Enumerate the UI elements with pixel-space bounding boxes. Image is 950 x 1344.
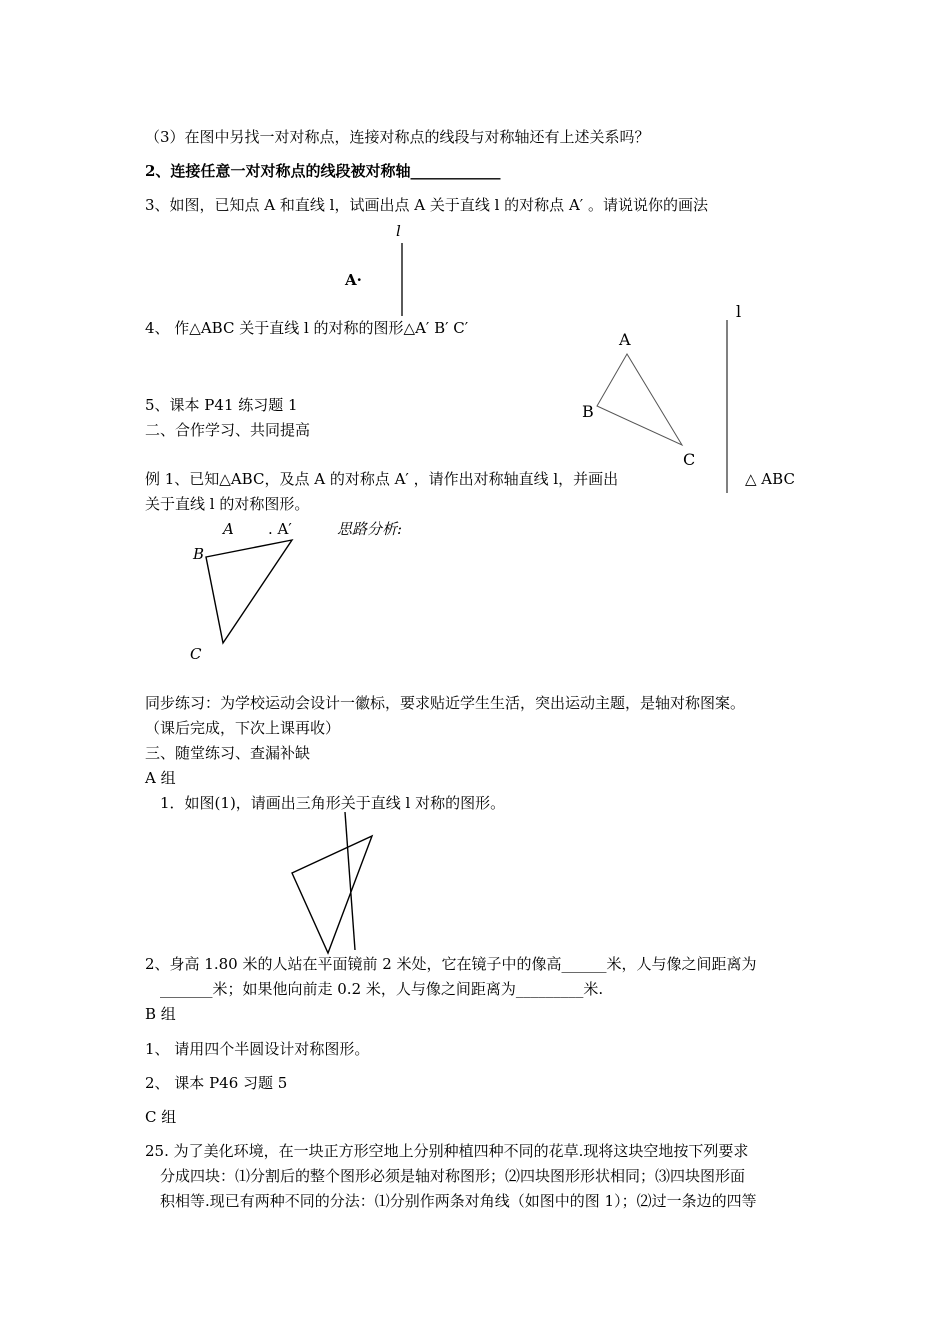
group-c-item-25-line-1: 25. 为了美化环境，在一块正方形空地上分别种植四种不同的花草.现将这块空地按下列要求 <box>145 1142 749 1160</box>
example-1-vertex-c: C <box>190 645 202 663</box>
figure-3-point-a-label: A· <box>345 271 362 289</box>
group-a-item-2-line-2: _______米；如果他向前走 0.2 米，人与像之间距离为_________米. <box>160 980 604 998</box>
figure-4-vertex-b: B <box>582 402 594 421</box>
item-5-textbook: 5、课本 P41 练习题 1 <box>145 396 298 414</box>
group-b-heading: B 组 <box>145 1005 176 1023</box>
example-1-triangle-label: △ ABC <box>745 470 795 488</box>
group-b-item-1: 1、 请用四个半圆设计对称图形。 <box>145 1040 370 1058</box>
example-1-triangle-abc <box>206 540 292 643</box>
group-a-item-1: 1．如图(1)，请画出三角形关于直线 l 对称的图形。 <box>160 794 506 812</box>
group-a-item-2-line-1: 2、身高 1.80 米的人站在平面镜前 2 米处，它在镜子中的像高______米，人与像之间距离为 <box>145 955 757 973</box>
sync-exercise-line-1: 同步练习：为学校运动会设计一徽标，要求贴近学生生活，突出运动主题，是轴对称图案。 <box>145 694 746 712</box>
figure-3-line-label: l <box>396 222 401 240</box>
example-1-vertex-b: B <box>193 545 205 563</box>
sync-exercise-line-2: （课后完成，下次上课再收） <box>145 719 341 737</box>
example-1-point-a-prime: . A′ <box>268 520 292 538</box>
figure-4-triangle-abc <box>597 354 682 445</box>
group-a-figure-triangle <box>292 836 372 953</box>
item-3-draw-symmetric-point: 3、如图，已知点 A 和直线 l，试画出点 A 关于直线 l 的对称点 A′ 。请说说你的画法 <box>145 196 708 214</box>
group-c-item-25-line-3: 积相等.现已有两种不同的分法：⑴分别作两条对角线（如图中的图 1）；⑵过一条边的四等 <box>160 1192 757 1210</box>
group-b-item-2: 2、 课本 P46 习题 5 <box>145 1074 288 1092</box>
question-3: （3）在图中另找一对对称点，连接对称点的线段与对称轴还有上述关系吗？ <box>145 128 650 146</box>
figure-4-line-label: l <box>736 302 742 321</box>
figure-4-vertex-a: A <box>619 330 631 349</box>
group-a-heading: A 组 <box>145 769 176 787</box>
group-a-figure-line-l <box>345 812 355 950</box>
group-c-item-25-line-2: 分成四块：⑴分割后的整个图形必须是轴对称图形；⑵四块图形形状相同；⑶四块图形面 <box>160 1167 746 1185</box>
example-1-figure <box>190 520 402 663</box>
group-a-figure-1 <box>292 812 372 953</box>
figure-4-triangle-and-line <box>582 302 741 493</box>
figure-4-vertex-c: C <box>683 450 696 469</box>
example-1-vertex-a: A <box>223 520 234 538</box>
section-3-heading: 三、随堂练习、查漏补缺 <box>145 744 311 762</box>
example-1-line-1: 例 1、已知△ABC，及点 A 的对称点 A′ ，请作出对称轴直线 l，并画出 <box>145 470 619 488</box>
figure-3-point-and-line <box>344 222 402 316</box>
item-4-draw-triangle: 4、 作△ABC 关于直线 l 的对称的图形△A′ B′ C′ <box>145 319 469 337</box>
section-2-heading: 二、合作学习、共同提高 <box>145 421 311 439</box>
example-1-line-2: 关于直线 l 的对称图形。 <box>145 495 310 513</box>
group-c-heading: C 组 <box>145 1108 177 1126</box>
item-2-connect-symmetric: 2、连接任意一对对称点的线段被对称轴____________ <box>145 162 501 180</box>
example-1-hint: 思路分析: <box>337 520 403 538</box>
